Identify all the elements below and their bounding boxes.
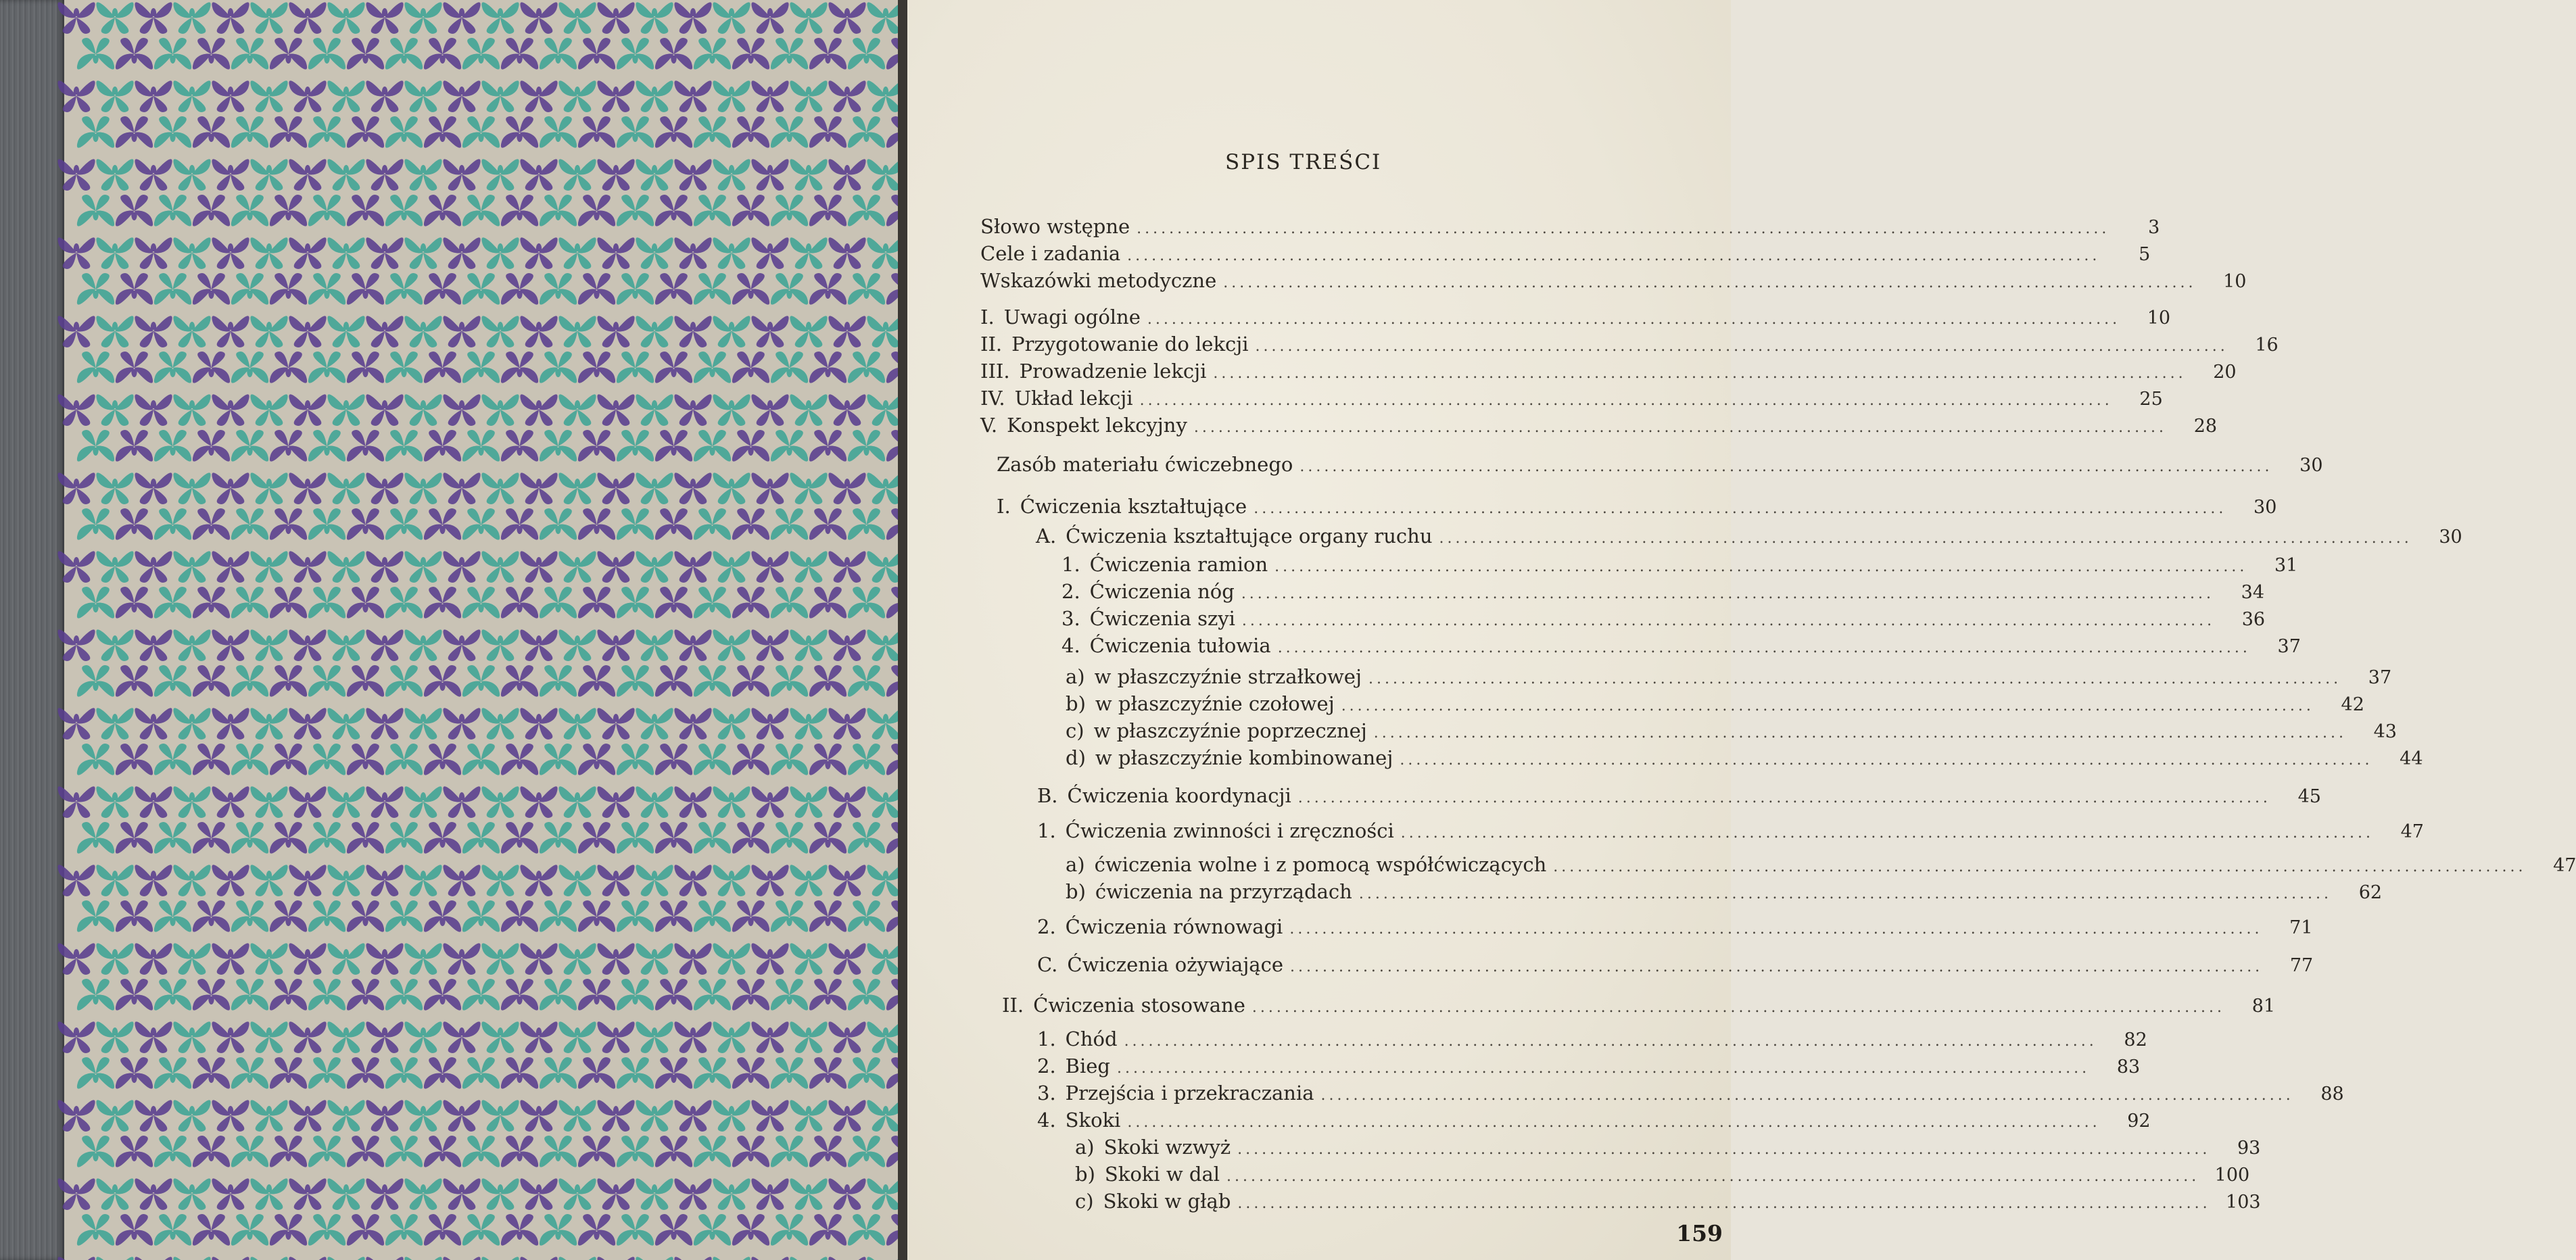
toc-entry-number: IV. bbox=[980, 387, 1005, 410]
toc-entry bbox=[1066, 880, 2383, 907]
toc-entry-title: Ćwiczenia szyi bbox=[1089, 607, 1235, 630]
toc-entry bbox=[980, 242, 2151, 269]
toc-entry-page: 100 bbox=[2214, 1165, 2250, 1186]
toc-leader-dots: ........................................................................................................................ bbox=[1251, 999, 2226, 1016]
toc-entry bbox=[980, 414, 2218, 441]
toc-entry-number: 4. bbox=[1062, 634, 1080, 657]
toc-entry-title: Ćwiczenia tułowia bbox=[1089, 634, 1271, 657]
toc-leader-dots: ........................................................................................................................ bbox=[1226, 1168, 2200, 1185]
toc-entry bbox=[1062, 634, 2301, 661]
toc-entry-title: ćwiczenia wolne i z pomocą współćwiczących bbox=[1094, 853, 1547, 876]
toc-entry bbox=[1037, 784, 2321, 811]
toc-entry-page: 10 bbox=[2223, 271, 2247, 292]
toc-entry-page: 47 bbox=[2553, 855, 2576, 876]
toc-entry-number: b) bbox=[1066, 692, 1086, 715]
toc-entry-title: Ćwiczenia stosowane bbox=[1033, 994, 1245, 1017]
toc-entry-number: 1. bbox=[1062, 553, 1080, 576]
toc-leader-dots: ........................................................................................................................ bbox=[1400, 825, 2374, 842]
toc-entry-page: 34 bbox=[2241, 582, 2264, 603]
toc-entry-number: d) bbox=[1066, 746, 1086, 769]
toc-leader-dots: ........................................................................................................................ bbox=[1290, 959, 2264, 975]
toc-leader-dots: ........................................................................................................................ bbox=[1297, 790, 2271, 806]
toc-entry bbox=[1037, 1082, 2344, 1109]
toc-leader-dots: ........................................................................................................................ bbox=[1299, 458, 2273, 475]
toc-entry bbox=[1075, 1163, 2250, 1190]
toc-entry bbox=[1075, 1136, 2261, 1163]
toc-entry-number: V. bbox=[980, 414, 998, 437]
toc-leader-dots: ........................................................................................................................ bbox=[1241, 585, 2214, 602]
toc-entry-title: Wskazówki metodyczne bbox=[980, 269, 1217, 292]
toc-entry-page: 103 bbox=[2226, 1192, 2261, 1213]
toc-entry-page: 3 bbox=[2148, 217, 2160, 238]
toc-entry bbox=[980, 360, 2237, 387]
toc-leader-dots: ........................................................................................................................ bbox=[1368, 671, 2342, 687]
toc-entry-page: 42 bbox=[2341, 694, 2364, 715]
toc-entry-title: Bieg bbox=[1065, 1055, 1110, 1077]
toc-entry-page: 88 bbox=[2320, 1084, 2344, 1105]
toc-entry bbox=[997, 453, 2323, 480]
toc-entry-title: Zasób materiału ćwiczebnego bbox=[997, 453, 1293, 476]
toc-leader-dots: ........................................................................................................................ bbox=[1137, 220, 2110, 237]
toc-entry-page: 30 bbox=[2299, 455, 2323, 476]
toc-entry-title: w płaszczyźnie kombinowanej bbox=[1095, 746, 1393, 769]
toc-entry-page: 81 bbox=[2251, 996, 2276, 1017]
toc-entry bbox=[1075, 1190, 2261, 1217]
toc-entry-number: 1. bbox=[1037, 1027, 1056, 1050]
toc-entry-title: Chód bbox=[1065, 1027, 1118, 1050]
toc-entry-title: Prowadzenie lekcji bbox=[1019, 360, 1207, 383]
book-spine bbox=[0, 0, 64, 1260]
toc-entry-title: Ćwiczenia równowagi bbox=[1065, 915, 1283, 938]
toc-entry-title: Konspekt lekcyjny bbox=[1007, 414, 1187, 437]
toc-entry-page: 36 bbox=[2241, 609, 2266, 630]
toc-entry-page: 47 bbox=[2400, 821, 2424, 842]
toc-entry-number: C. bbox=[1037, 953, 1058, 976]
toc-entry-number: II. bbox=[980, 333, 1003, 356]
toc-title: SPIS TREŚCI bbox=[1225, 150, 1382, 174]
toc-leader-dots: ........................................................................................................................ bbox=[1213, 365, 2187, 382]
toc-entry bbox=[1037, 1109, 2151, 1136]
toc-entry-page: 44 bbox=[2400, 748, 2423, 769]
toc-leader-dots: ........................................................................................................................ bbox=[1320, 1087, 2294, 1104]
toc-entry bbox=[1066, 719, 2397, 746]
toc-entry bbox=[1037, 1027, 2147, 1055]
toc-entry bbox=[1062, 607, 2266, 634]
toc-entry-page: 45 bbox=[2297, 786, 2321, 807]
toc-entry-title: w płaszczyźnie strzałkowej bbox=[1094, 665, 1362, 688]
toc-entry bbox=[980, 215, 2160, 242]
toc-entry bbox=[980, 306, 2171, 333]
toc-entry-number: 3. bbox=[1037, 1082, 1056, 1105]
toc-entry-title: Ćwiczenia nóg bbox=[1089, 580, 1235, 603]
toc-entry bbox=[1037, 1055, 2141, 1082]
toc-entry-number: 2. bbox=[1062, 580, 1080, 603]
toc-entry-page: 20 bbox=[2213, 362, 2237, 383]
toc-entry-number: I. bbox=[980, 306, 995, 329]
toc-entry-number: b) bbox=[1066, 880, 1086, 903]
toc-entry-title: Skoki w dal bbox=[1104, 1163, 1220, 1186]
toc-entry-page: 30 bbox=[2439, 527, 2462, 548]
toc-entry-page: 30 bbox=[2253, 497, 2277, 518]
toc-entry-number: I. bbox=[997, 495, 1011, 518]
toc-entry-title: Skoki w głąb bbox=[1103, 1190, 1231, 1213]
toc-entry-title: Skoki bbox=[1065, 1109, 1121, 1132]
toc-entry-page: 16 bbox=[2255, 335, 2279, 356]
table-of-contents-page bbox=[907, 0, 2576, 1260]
patterned-book-cover bbox=[64, 0, 898, 1260]
toc-entry bbox=[1062, 580, 2264, 607]
toc-entry bbox=[1037, 953, 2314, 980]
toc-entry bbox=[1062, 553, 2298, 580]
page-gutter bbox=[898, 0, 907, 1260]
toc-entry bbox=[997, 495, 2277, 522]
cover-paper bbox=[64, 0, 898, 1260]
toc-entry-number: III. bbox=[980, 360, 1010, 383]
toc-entry-title: Słowo wstępne bbox=[980, 215, 1130, 238]
toc-entry-number: 4. bbox=[1037, 1109, 1056, 1132]
toc-leader-dots: ........................................................................................................................ bbox=[1358, 886, 2333, 902]
toc-leader-dots: ........................................................................................................................ bbox=[1237, 1141, 2211, 1158]
toc-entry-title: Układ lekcji bbox=[1014, 387, 1133, 410]
toc-entry-page: 93 bbox=[2237, 1138, 2261, 1159]
toc-leader-dots: ........................................................................................................................ bbox=[1139, 392, 2113, 409]
toc-entry-title: ćwiczenia na przyrządach bbox=[1095, 880, 1352, 903]
toc-leader-dots: ........................................................................................................................ bbox=[1254, 500, 2227, 517]
toc-entry-number: 2. bbox=[1037, 1055, 1056, 1077]
toc-entry-page: 83 bbox=[2116, 1057, 2141, 1077]
toc-leader-dots: ........................................................................................................................ bbox=[1127, 1114, 2101, 1131]
toc-leader-dots: ........................................................................................................................ bbox=[1147, 311, 2121, 328]
toc-entry-number: b) bbox=[1075, 1163, 1095, 1186]
toc-entry-page: 82 bbox=[2124, 1029, 2147, 1050]
toc-leader-dots: ........................................................................................................................ bbox=[1255, 338, 2228, 355]
toc-entry bbox=[1066, 665, 2392, 692]
toc-entry-title: Skoki wzwyż bbox=[1103, 1136, 1231, 1159]
toc-entry-page: 37 bbox=[2277, 636, 2301, 657]
toc-entry-page: 25 bbox=[2139, 389, 2163, 410]
toc-entry bbox=[980, 387, 2163, 414]
toc-entry-title: Ćwiczenia ramion bbox=[1089, 553, 1268, 576]
toc-entry-title: w płaszczyźnie poprzecznej bbox=[1093, 719, 1367, 742]
toc-entry-number: c) bbox=[1075, 1190, 1094, 1213]
toc-entry bbox=[1066, 853, 2576, 880]
toc-entry-title: Ćwiczenia kształtujące organy ruchu bbox=[1066, 525, 1433, 548]
page-number: 159 bbox=[1676, 1220, 1723, 1246]
toc-entry-page: 62 bbox=[2358, 882, 2383, 903]
toc-entry bbox=[1066, 692, 2364, 719]
toc-entry-page: 71 bbox=[2289, 917, 2313, 938]
toc-leader-dots: ........................................................................................................................ bbox=[1553, 858, 2527, 875]
toc-entry-number: 3. bbox=[1062, 607, 1080, 630]
toc-entry-number: B. bbox=[1037, 784, 1058, 807]
toc-entry-title: Cele i zadania bbox=[980, 242, 1121, 265]
toc-entry-page: 28 bbox=[2193, 416, 2218, 437]
toc-leader-dots: ........................................................................................................................ bbox=[1193, 419, 2168, 436]
toc-entry-number: a) bbox=[1066, 853, 1085, 876]
toc-entry-number: a) bbox=[1075, 1136, 1095, 1159]
toc-entry-title: w płaszczyźnie czołowej bbox=[1095, 692, 1335, 715]
toc-entry-number: a) bbox=[1066, 665, 1085, 688]
toc-entry bbox=[1036, 525, 2462, 552]
toc-leader-dots: ........................................................................................................................ bbox=[1241, 612, 2216, 629]
toc-leader-dots: ........................................................................................................................ bbox=[1289, 921, 2263, 938]
toc-leader-dots: ........................................................................................................................ bbox=[1277, 639, 2251, 656]
toc-leader-dots: ........................................................................................................................ bbox=[1400, 752, 2373, 769]
toc-entry-page: 92 bbox=[2127, 1111, 2151, 1132]
toc-entry-page: 37 bbox=[2368, 667, 2392, 688]
toc-entry-number: II. bbox=[1002, 994, 1024, 1017]
toc-entry-page: 10 bbox=[2147, 308, 2171, 329]
toc-entry-page: 5 bbox=[2139, 244, 2151, 265]
toc-entry-page: 31 bbox=[2274, 555, 2298, 576]
toc-leader-dots: ........................................................................................................................ bbox=[1373, 725, 2347, 742]
toc-entry bbox=[1066, 746, 2423, 773]
toc-leader-dots: ........................................................................................................................ bbox=[1274, 558, 2248, 575]
toc-entry bbox=[980, 269, 2247, 296]
toc-entry bbox=[1037, 915, 2313, 942]
toc-entry-number: c) bbox=[1066, 719, 1084, 742]
toc-entry-title: Uwagi ogólne bbox=[1003, 306, 1141, 329]
toc-entry bbox=[1002, 994, 2276, 1021]
toc-entry-number: 1. bbox=[1037, 819, 1056, 842]
butterfly-pattern-icon bbox=[64, 0, 898, 1260]
toc-entry-title: Przejścia i przekraczania bbox=[1065, 1082, 1314, 1105]
toc-leader-dots: ........................................................................................................................ bbox=[1116, 1060, 2091, 1077]
toc-entry-page: 77 bbox=[2289, 955, 2314, 976]
toc-entry-title: Ćwiczenia kształtujące bbox=[1020, 495, 1247, 518]
toc-entry-title: Ćwiczenia ożywiające bbox=[1067, 953, 1283, 976]
toc-entry bbox=[980, 333, 2279, 360]
toc-leader-dots: ........................................................................................................................ bbox=[1237, 1195, 2211, 1212]
toc-entry-page: 43 bbox=[2373, 721, 2397, 742]
toc-leader-dots: ........................................................................................................................ bbox=[1124, 1033, 2097, 1050]
toc-entry-number: A. bbox=[1036, 525, 1057, 548]
toc-entry-title: Ćwiczenia zwinności i zręczności bbox=[1065, 819, 1394, 842]
toc-entry-title: Przygotowanie do lekcji bbox=[1011, 333, 1249, 356]
toc-leader-dots: ........................................................................................................................ bbox=[1341, 698, 2314, 714]
toc-entry-number: 2. bbox=[1037, 915, 1056, 938]
toc-entry-title: Ćwiczenia koordynacji bbox=[1067, 784, 1291, 807]
toc-leader-dots: ........................................................................................................................ bbox=[1223, 274, 2197, 291]
toc-leader-dots: ........................................................................................................................ bbox=[1127, 247, 2101, 264]
toc-entry bbox=[1037, 819, 2424, 846]
toc-leader-dots: ........................................................................................................................ bbox=[1439, 530, 2412, 547]
